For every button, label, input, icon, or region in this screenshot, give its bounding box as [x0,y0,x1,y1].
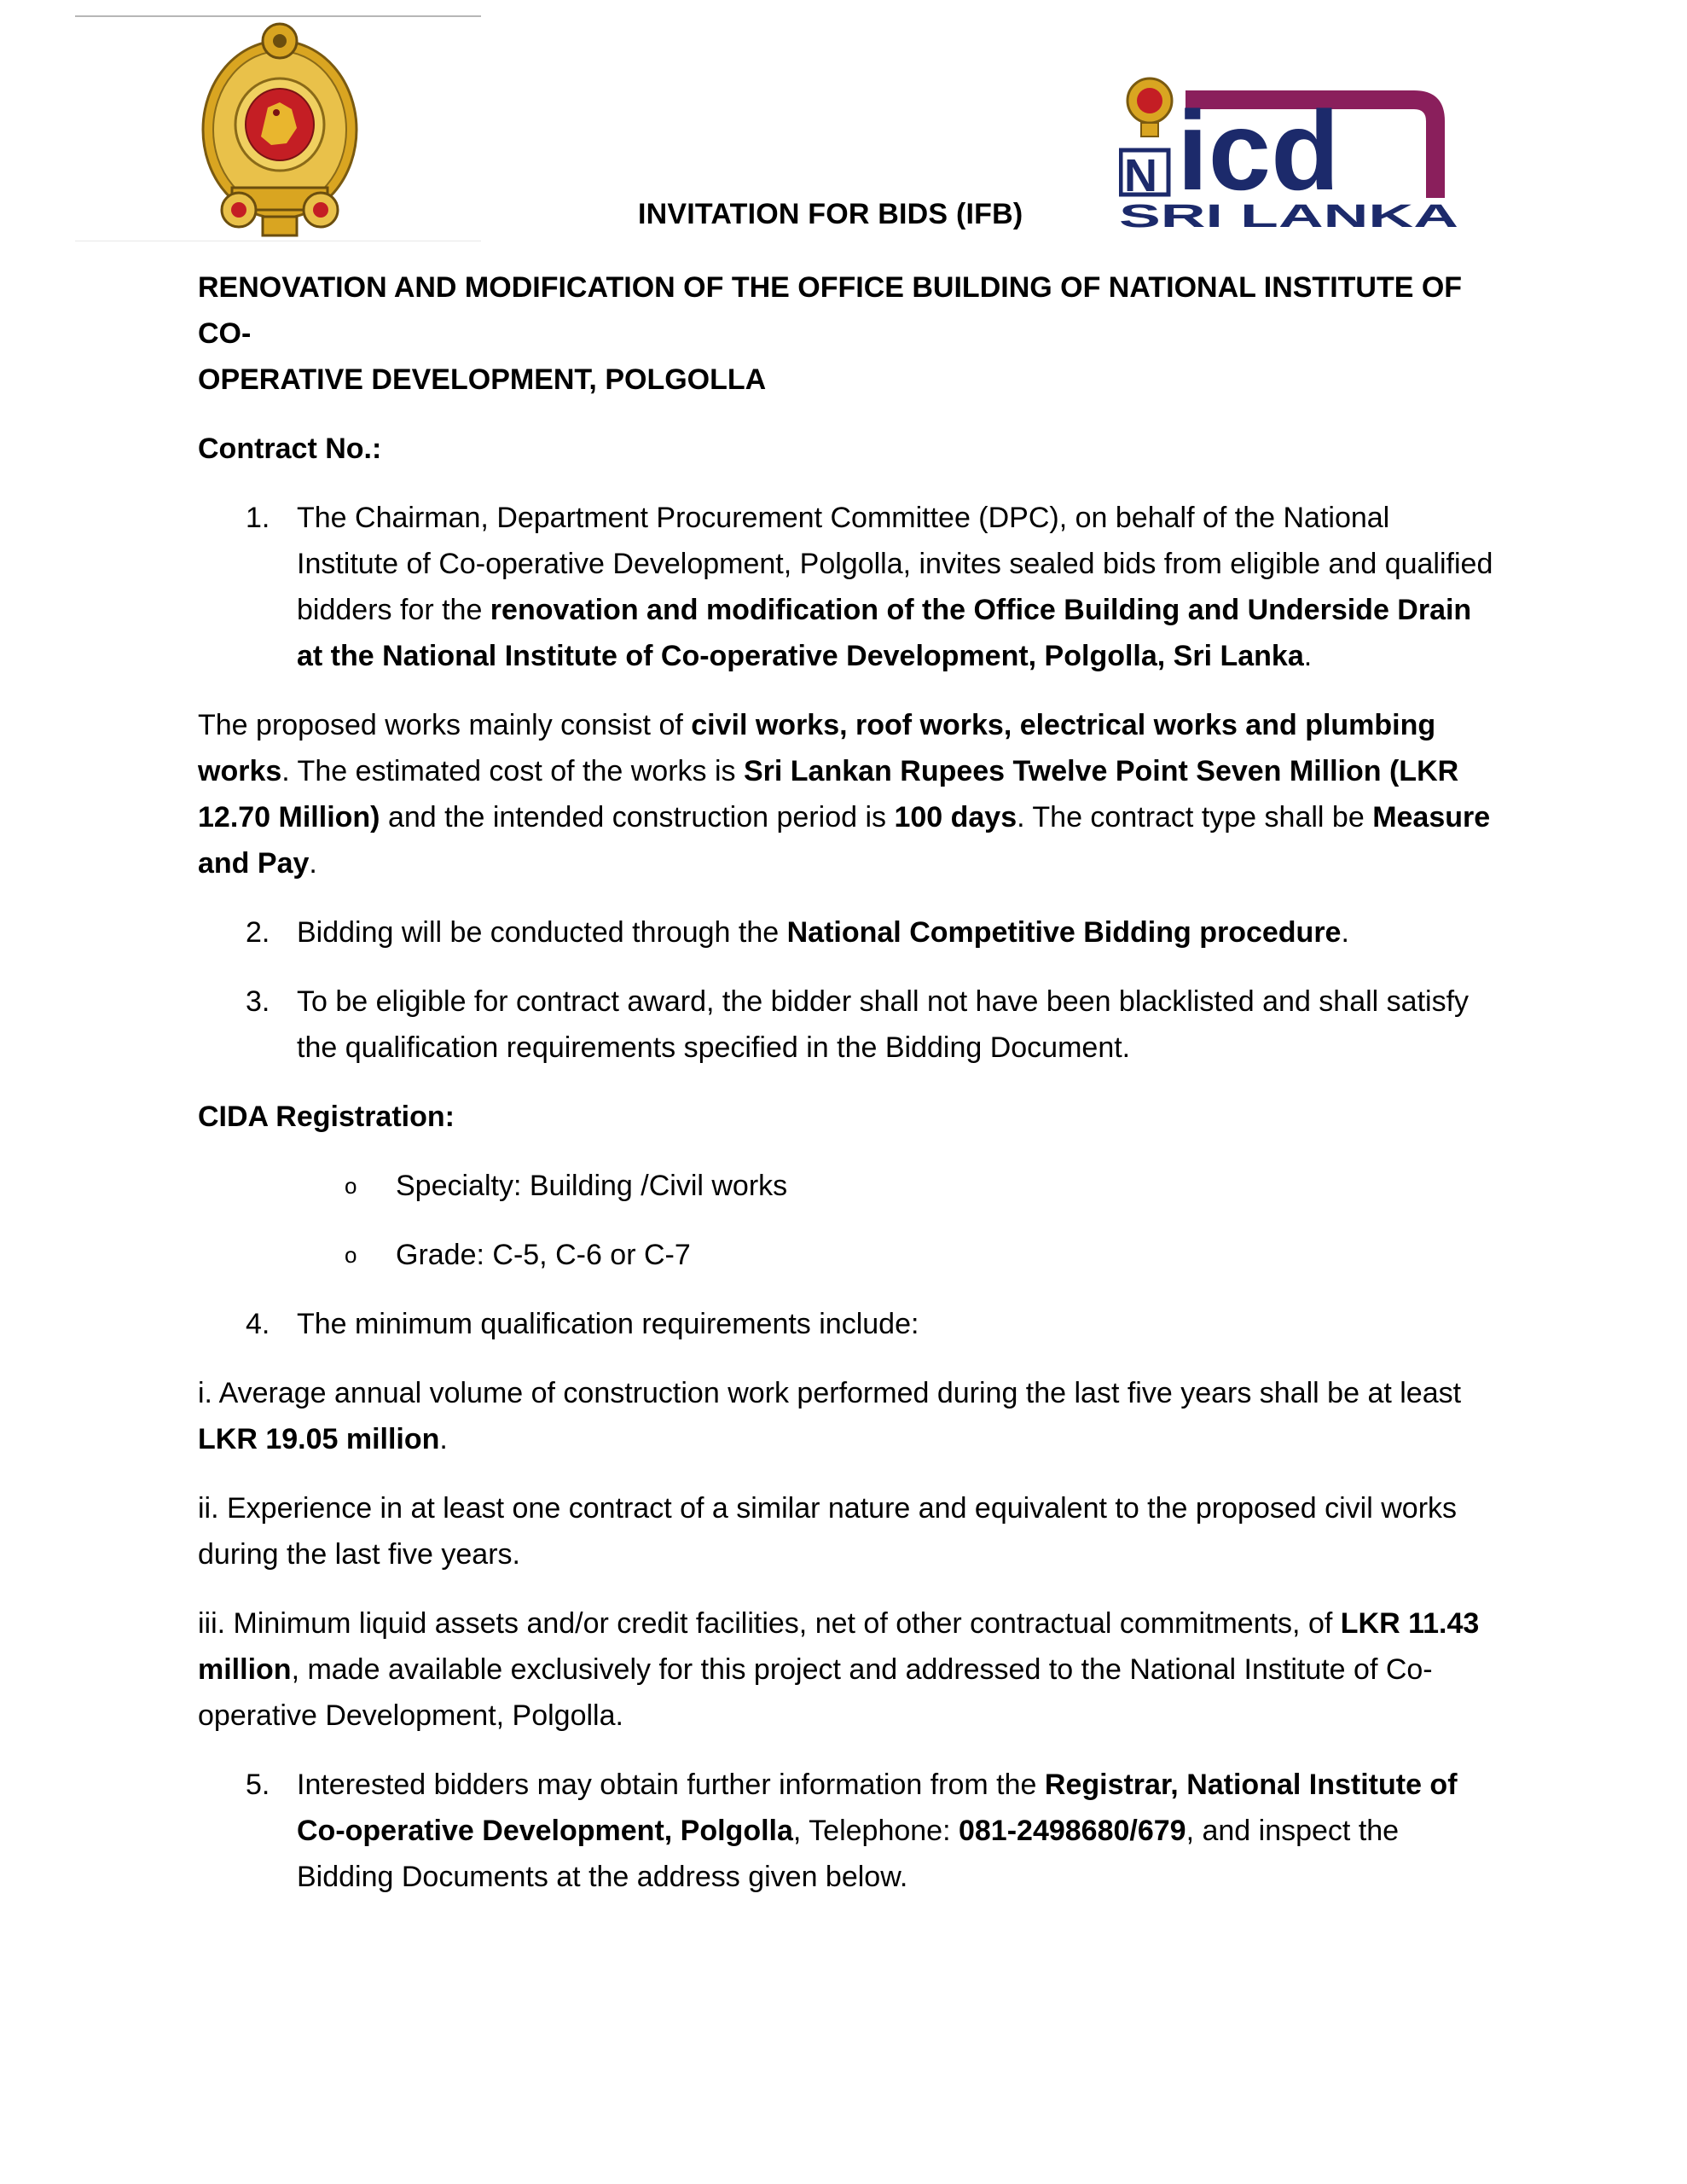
page-title: INVITATION FOR BIDS (IFB) [638,198,1023,230]
item-2-end: . [1341,916,1349,949]
list-item-2 [198,909,1494,956]
item-5-end: , and inspect the Bidding Documents at the address given below. [297,1815,1400,1893]
item-4-text: The minimum qualification requirements include: [297,1308,919,1340]
logo-n-letter: N [1124,150,1157,201]
requirement-i-text: i. Average annual volume of construction work performed during the last five years shall be at least [198,1377,1462,1409]
requirement-ii [198,1485,1494,1577]
annual-volume-amount: LKR 19.05 million [198,1423,440,1455]
sri-lanka-national-emblem-icon [194,17,365,241]
item-3-text: To be eligible for contract award, the bidder shall not have been blacklisted and shall satisfy the qualification requirements specified in the Bidding Document. [297,985,1470,1064]
item-1-bold: renovation and modification of the Office Building and Underside Drain at the National Institute of Co-operative Development, Polgolla, Sri Lanka [297,594,1472,672]
item-5-text: Interested bidders may obtain further information from the [297,1769,1045,1801]
list-number: 3. [246,985,270,1018]
list-item-5 [198,1762,1494,1900]
works-paragraph [198,702,1494,886]
cida-grade: Grade: C-5, C-6 or C-7 [396,1239,691,1271]
contract-number-label: Contract No.: [198,433,382,465]
bullet-circle-icon: o [345,1173,357,1199]
item-2-text: Bidding will be conducted through the [297,916,787,949]
registrar-contact: Registrar, National Institute of Co-operative Development, Polgolla [297,1769,1458,1847]
liquid-assets-amount: LKR 11.43 million [198,1607,1480,1686]
works-scope: civil works, roof works, electrical works and plumbing works [198,709,1436,787]
works-text: The proposed works mainly consist of [198,709,692,741]
bullet-circle-icon: o [345,1242,357,1268]
requirement-i-end: . [439,1423,448,1455]
item-1-end: . [1303,640,1313,672]
bidding-procedure: National Competitive Bidding procedure [786,916,1342,949]
list-number: 1. [246,502,270,534]
works-text: . [309,847,317,880]
document-body [198,264,1494,1923]
works-text: . The contract type shall be [1017,801,1373,834]
list-item-3 [198,979,1494,1071]
list-item-4 [198,1301,1494,1347]
cida-registration-heading: CIDA Registration: [198,1101,455,1133]
logo-icd-text: icd [1177,88,1340,213]
project-heading-line-2: OPERATIVE DEVELOPMENT, POLGOLLA [198,363,767,396]
project-heading [198,264,1494,403]
requirement-iii-end: , made available exclusively for this project and addressed to the National Institute of Co-operative Development, Polgolla. [198,1653,1433,1732]
estimated-cost: Sri Lankan Rupees Twelve Point Seven Million (LKR 12.70 Million) [198,755,1459,834]
list-number: 4. [246,1308,270,1340]
contract-type: Measure and Pay [198,801,1491,880]
works-text: . The estimated cost of the works is [281,755,744,787]
requirement-ii-text: ii. Experience in at least one contract of a similar nature and equivalent to the proposed civil works during the last five years. [198,1492,1458,1571]
construction-period: 100 days [894,801,1017,834]
list-item-1 [198,495,1494,679]
nicd-sri-lanka-logo [1119,68,1460,230]
item-5-text: , Telephone: [792,1815,959,1847]
requirement-i [198,1370,1494,1462]
cida-bullet-specialty [198,1163,1494,1209]
cida-bullet-grade [198,1232,1494,1278]
requirement-iii-text: iii. Minimum liquid assets and/or credit facilities, net of other contractual commitments, of [198,1607,1341,1640]
item-1-text: The Chairman, Department Procurement Committee (DPC), on behalf of the National Institute of Co-operative Development, Polgolla, invites sealed bids from eligible and qualified bidders for the [297,502,1493,626]
logo-country-text: SRI LANKA [1119,199,1458,230]
list-number: 5. [246,1769,270,1801]
project-heading-line-1: RENOVATION AND MODIFICATION OF THE OFFICE BUILDING OF NATIONAL INSTITUTE OF CO- [198,271,1463,350]
list-number: 2. [246,916,270,949]
works-text: and the intended construction period is [380,801,895,834]
cida-specialty: Specialty: Building /Civil works [396,1170,788,1202]
requirement-iii [198,1600,1494,1739]
telephone-number: 081-2498680/679 [958,1815,1186,1847]
